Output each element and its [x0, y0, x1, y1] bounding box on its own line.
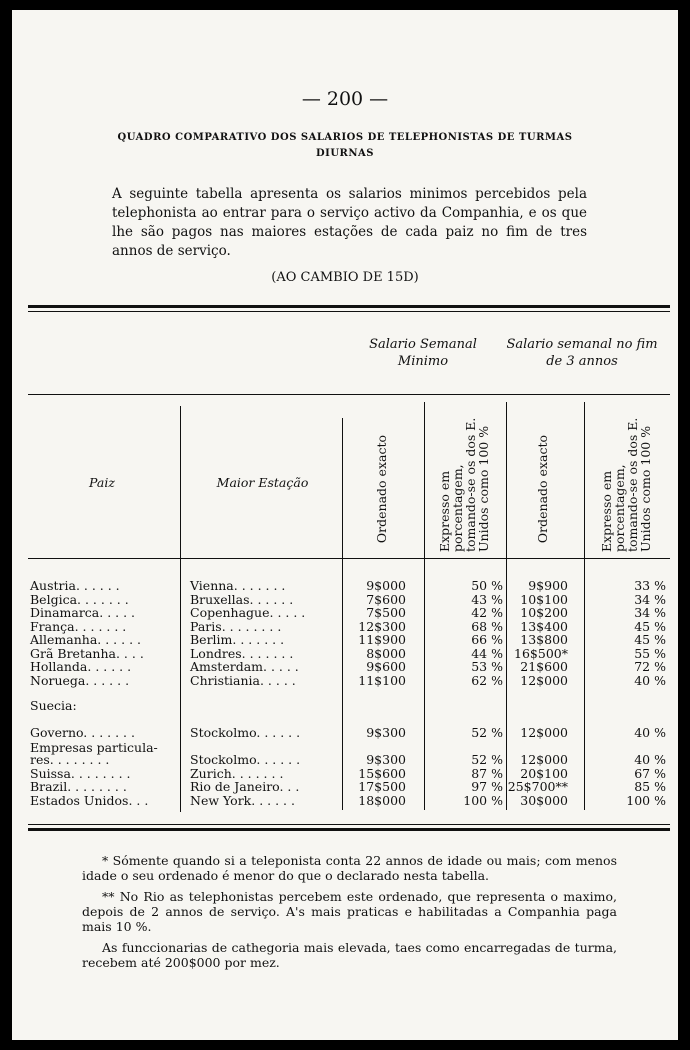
row-station: Londres. . . . . . . [190, 645, 294, 661]
row-min-pct: 50 % [471, 578, 503, 593]
row-country: Belgica. . . . . . . [30, 591, 129, 607]
row-min-salary: 18$000 [358, 792, 406, 808]
row-station: Bruxellas. . . . . . [190, 591, 294, 607]
row-min-salary: 7$500 [366, 605, 406, 620]
exchange-rate-note: (AO CAMBIO DE 15D) [271, 270, 419, 285]
col-header-station: Maior Estação [216, 475, 309, 490]
row-3y-pct: 40 % [634, 672, 666, 688]
row-3y-salary: 13$400 [520, 618, 568, 634]
row-station: Rio de Janeiro. . . [190, 779, 300, 794]
suecia-label: Suecia: [30, 698, 77, 713]
row-3y-pct: 55 % [634, 645, 666, 661]
row-3y-salary: 20$100 [520, 765, 568, 781]
row-3y-pct: 72 % [634, 659, 666, 674]
row-station: Vienna. . . . . . . [190, 578, 286, 593]
row-min-salary: 9$300 [366, 752, 406, 767]
footnote-1: * Sómente quando si a teleponista conta 22 annos de idade ou mais; com menos idade o seu ordenado é menor do que o declarado nesta tabella. [82, 853, 617, 883]
table-row [12, 620, 678, 633]
row-min-salary: 8$000 [366, 645, 406, 661]
row-3y-pct: 34 % [634, 605, 666, 620]
row-country: res. . . . . . . . [30, 752, 110, 767]
row-min-pct: 87 % [471, 765, 503, 781]
row-min-salary: 17$500 [358, 779, 406, 794]
row-3y-pct: 34 % [634, 591, 666, 607]
row-country: Estados Unidos. . . [30, 792, 149, 808]
table-row [12, 767, 678, 780]
row-station: Berlim. . . . . . . [190, 632, 285, 647]
row-country: Suissa. . . . . . . . [30, 765, 131, 781]
row-3y-pct: 40 % [634, 752, 666, 767]
page-number: — 200 — [301, 88, 389, 110]
row-country: Grã Bretanha. . . . [30, 645, 144, 661]
row-3y-pct: 45 % [634, 618, 666, 634]
intro-paragraph: A seguinte tabella apresenta os salarios minimos percebidos pela telephonista ao entrar para o serviço activo da Companhia, e os que lhe são pagos nas maiores estações de cada paiz no fim de tres annos de serviço. [112, 186, 587, 259]
row-min-pct: 42 % [471, 605, 503, 620]
row-3y-salary: 10$200 [520, 605, 568, 620]
row-station: Copenhague. . . . . [190, 605, 306, 620]
row-station: New York. . . . . . [190, 792, 295, 808]
row-min-salary: 11$100 [358, 672, 406, 688]
row-country: Noruega. . . . . . [30, 672, 130, 688]
row-3y-salary: 21$600 [520, 659, 568, 674]
table-row [12, 674, 678, 687]
row-3y-salary: 10$100 [520, 591, 568, 607]
col-header-country: Paiz [89, 475, 115, 490]
document-title: QUADRO COMPARATIVO DOS SALARIOS DE TELEPHONISTAS DE TURMAS DIURNAS [117, 132, 573, 159]
footnotes [82, 853, 617, 976]
row-3y-pct: 100 % [626, 792, 666, 808]
table-row [12, 633, 678, 646]
group-heading-3y: Salario semanal no fim de 3 annos [506, 337, 658, 369]
row-min-salary: 9$300 [366, 725, 406, 740]
row-min-pct: 52 % [471, 725, 503, 740]
row-country: Austria. . . . . . [30, 578, 120, 593]
row-country: Governo. . . . . . . [30, 725, 135, 740]
row-min-salary: 7$600 [366, 591, 406, 607]
table-row [12, 780, 678, 793]
row-min-pct: 68 % [471, 618, 503, 634]
row-min-pct: 43 % [471, 591, 503, 607]
table-top-rule [28, 305, 670, 308]
row-min-salary: 11$900 [358, 632, 406, 647]
row-min-pct: 44 % [471, 645, 503, 661]
row-country: Allemanha. . . . . . [30, 632, 141, 647]
row-3y-salary: 12$000 [520, 725, 568, 740]
row-station: Paris. . . . . . . . [190, 618, 282, 634]
header-bottom-rule [28, 558, 670, 559]
table-row [12, 794, 678, 807]
row-3y-salary: 13$800 [520, 632, 568, 647]
document-page [12, 10, 678, 1040]
col-header-3y-exact: Ordenado exacto [535, 435, 550, 544]
group-heading-min: Salario Semanal Minimo [369, 337, 477, 369]
row-country: França. . . . . . . [30, 618, 127, 634]
row-3y-salary: 30$000 [520, 792, 568, 808]
row-min-pct: 97 % [471, 779, 503, 794]
row-3y-salary: 9$900 [528, 578, 568, 593]
row-station: Zurich. . . . . . . [190, 765, 284, 781]
col-header-min-exact: Ordenado exacto [374, 435, 389, 544]
row-3y-pct: 40 % [634, 725, 666, 740]
row-3y-salary: 12$000 [520, 672, 568, 688]
col-header-min-pct: Expresso em porcentagem, tomando-se os dos E. Unidos como 100 % [437, 417, 491, 552]
table-bottom-rule [28, 828, 670, 831]
row-min-pct: 52 % [471, 752, 503, 767]
table-bottom-rule-thin [28, 824, 670, 825]
table-row [12, 579, 678, 592]
row-min-salary: 12$300 [358, 618, 406, 634]
table-row [12, 647, 678, 660]
row-station: Christiania. . . . . [190, 672, 296, 688]
row-min-pct: 100 % [463, 792, 503, 808]
table-row [12, 660, 678, 673]
col-header-3y-pct: Expresso em porcentagem, tomando-se os dos E. Unidos como 100 % [599, 417, 653, 552]
footnote-3: As funccionarias de cathegoria mais elevada, taes como encarregadas de turma, recebem até 200$000 por mez. [82, 940, 617, 970]
row-3y-pct: 85 % [634, 779, 666, 794]
row-min-salary: 9$000 [366, 578, 406, 593]
row-min-pct: 62 % [471, 672, 503, 688]
row-3y-salary: 25$700** [507, 779, 568, 794]
row-3y-pct: 67 % [634, 765, 666, 781]
row-3y-pct: 33 % [634, 578, 666, 593]
row-min-salary: 9$600 [366, 659, 406, 674]
row-min-pct: 53 % [471, 659, 503, 674]
footnote-2: ** No Rio as telephonistas percebem este ordenado, que representa o maximo, depois de 2 annos de serviço. A's mais praticas e habilitadas a Companhia paga mais 10 %. [82, 889, 617, 934]
table-row [12, 606, 678, 619]
table-row [12, 753, 678, 766]
row-3y-pct: 45 % [634, 632, 666, 647]
row-min-pct: 66 % [471, 632, 503, 647]
row-country: Hollanda. . . . . . [30, 659, 132, 674]
row-3y-salary: 12$000 [520, 752, 568, 767]
table-row [12, 593, 678, 606]
row-country: Brazil. . . . . . . . [30, 779, 127, 794]
header-rule [28, 394, 670, 395]
row-station: Stockolmo. . . . . . [190, 752, 301, 767]
table-row [12, 726, 678, 739]
row-country: Dinamarca. . . . . [30, 605, 136, 620]
table-top-rule-thin [28, 311, 670, 312]
row-3y-salary: 16$500* [514, 645, 568, 661]
row-station: Amsterdam. . . . . [190, 659, 299, 674]
empresas-label: Empresas particula- [30, 740, 158, 755]
row-station: Stockolmo. . . . . . [190, 725, 301, 740]
row-min-salary: 15$600 [358, 765, 406, 781]
